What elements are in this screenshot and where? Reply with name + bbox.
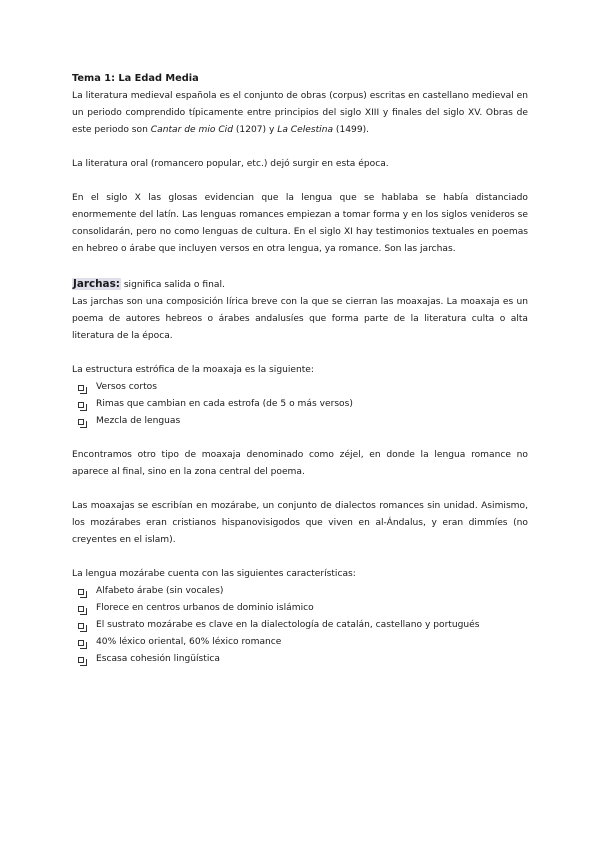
siglo-x-paragraph: En el siglo X las glosas evidencian que la lengua que se hablaba se había distanciado enormemente del latín. Las lenguas romances empiezan a tomar forma y en los siglos venideros se consolidarán, pero no como lenguas de cultura. En el siglo XI hay testimonios textuales en poemas en hebreo o árabe que incluyen versos en otra lengua, ya romance. Son las jarchas. [72, 193, 528, 254]
checkbox-bullet-icon [78, 606, 84, 612]
work-title-cantar: Cantar de mio Cid [150, 125, 233, 135]
document-page [72, 70, 528, 668]
estructura-intro: La estructura estrófica de la moaxaja es la siguiente: [72, 365, 314, 375]
list-item: Alfabeto árabe (sin vocales) [78, 583, 528, 600]
checkbox-bullet-icon [78, 402, 84, 408]
list-item: 40% léxico oriental, 60% léxico romance [78, 634, 528, 651]
zejel-paragraph: Encontramos otro tipo de moaxaja denominado como zéjel, en donde la lengua romance no aparece al final, sino en la zona central del poema. [72, 450, 528, 477]
caracteristicas-intro: La lengua mozárabe cuenta con las siguientes características: [72, 569, 356, 579]
list-item: Versos cortos [78, 379, 528, 396]
caracteristicas-list [72, 583, 528, 668]
mozarabe-paragraph: Las moaxajas se escribían en mozárabe, un conjunto de dialectos romances sin unidad. Asimismo, los mozárabes eran cristianos hispanovisigodos que viven en al-Ándalus, y eran dimmíes (no creyentes en el islam). [72, 501, 528, 545]
list-item: El sustrato mozárabe es clave en la dialectología de catalán, castellano y portugués [78, 617, 528, 634]
jarchas-definition [72, 275, 528, 294]
intro-text-1: La literatura medieval española es el conjunto de obras (corpus) escritas en castellano medieval en un periodo comprendido típicamente entre principios del siglo XIII y finales del siglo XV. Obras de este periodo son [72, 91, 528, 135]
jarchas-heading: Jarchas: [73, 278, 120, 290]
jarchas-paragraph: Las jarchas son una composición lírica breve con la que se cierran las moaxajas. La moaxaja es un poema de autores hebreos o árabes andalusíes que forma parte de la literatura culta o alta literatura de la época. [72, 297, 528, 341]
intro-text-3: (1499). [333, 125, 370, 135]
oral-literature-paragraph: La literatura oral (romancero popular, etc.) dejó surgir en esta época. [72, 159, 389, 169]
list-item: Escasa cohesión lingüística [78, 651, 528, 668]
intro-text-2: (1207) y [232, 125, 278, 135]
checkbox-bullet-icon [78, 657, 84, 663]
checkbox-bullet-icon [78, 385, 84, 391]
work-title-celestina: La Celestina [277, 125, 334, 135]
checkbox-bullet-icon [78, 589, 84, 595]
list-item: Florece en centros urbanos de dominio islámico [78, 600, 528, 617]
checkbox-bullet-icon [78, 640, 84, 646]
checkbox-bullet-icon [78, 623, 84, 629]
checkbox-bullet-icon [78, 419, 84, 425]
page-title: Tema 1: La Edad Media [72, 73, 199, 84]
intro-paragraph [72, 88, 528, 139]
list-item: Rimas que cambian en cada estrofa (de 5 o más versos) [78, 396, 528, 413]
estructura-list [72, 379, 528, 430]
list-item: Mezcla de lenguas [78, 413, 528, 430]
jarchas-definition-text: significa salida o final. [120, 280, 225, 290]
